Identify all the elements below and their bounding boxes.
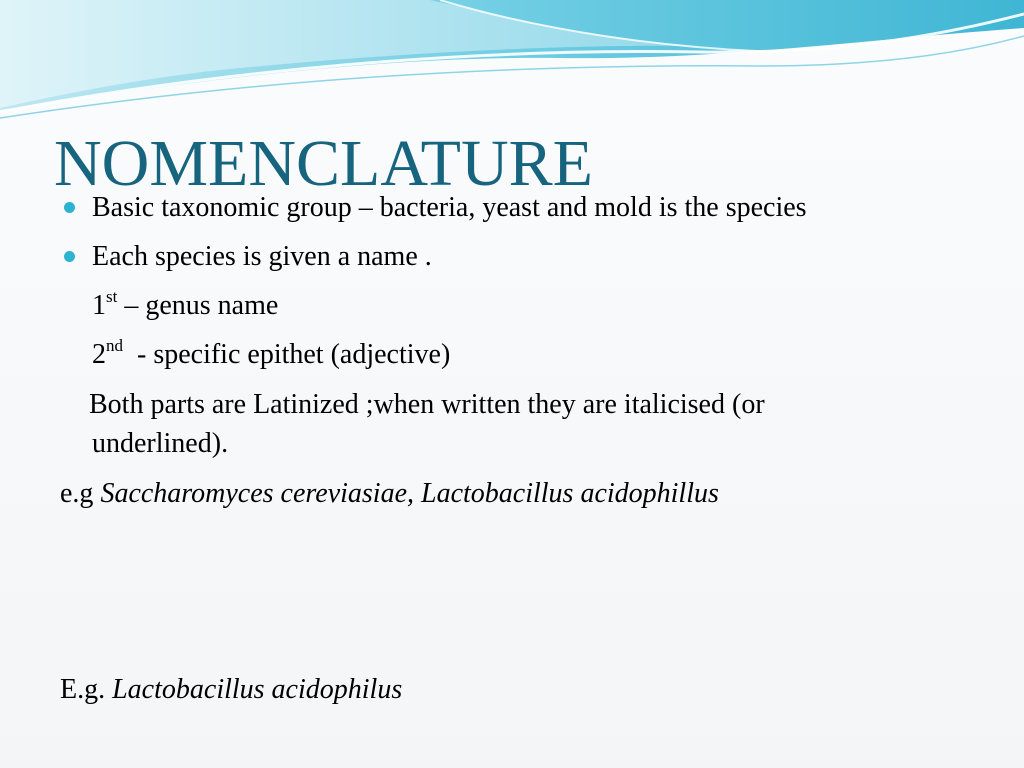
part-text: – genus name: [117, 290, 279, 321]
bullet-text-1: Basic taxonomic group – bacteria, yeast and mold is the species: [92, 192, 807, 223]
part-number: 2: [92, 339, 106, 370]
ordinal-suffix: nd: [106, 335, 123, 355]
slide-title: NOMENCLATURE: [54, 127, 593, 200]
ordinal-suffix: st: [106, 286, 118, 306]
example-line-1: [60, 477, 719, 511]
example-prefix: E.g.: [60, 674, 113, 705]
example-line-2: [60, 673, 402, 707]
example-prefix: e.g: [60, 478, 101, 509]
example-species-names: Saccharomyces cereviasiae, Lactobacillus acidophillus: [100, 478, 719, 509]
latinized-note-line-2: underlined).: [92, 428, 229, 459]
part-text: - specific epithet (adjective): [123, 339, 451, 370]
bullet-text-2: Each species is given a name .: [92, 241, 432, 272]
bullet-icon: [64, 251, 75, 262]
latinized-note-line-1: Both parts are Latinized ;when written they are italicised (or: [89, 389, 765, 420]
example-species-name: Lactobacillus acidophilus: [112, 674, 403, 705]
genus-name-line: [92, 286, 279, 323]
header-wave-decoration: [0, 0, 1024, 130]
specific-epithet-line: [92, 335, 451, 372]
part-number: 1: [92, 290, 106, 321]
bullet-icon: [64, 202, 75, 213]
